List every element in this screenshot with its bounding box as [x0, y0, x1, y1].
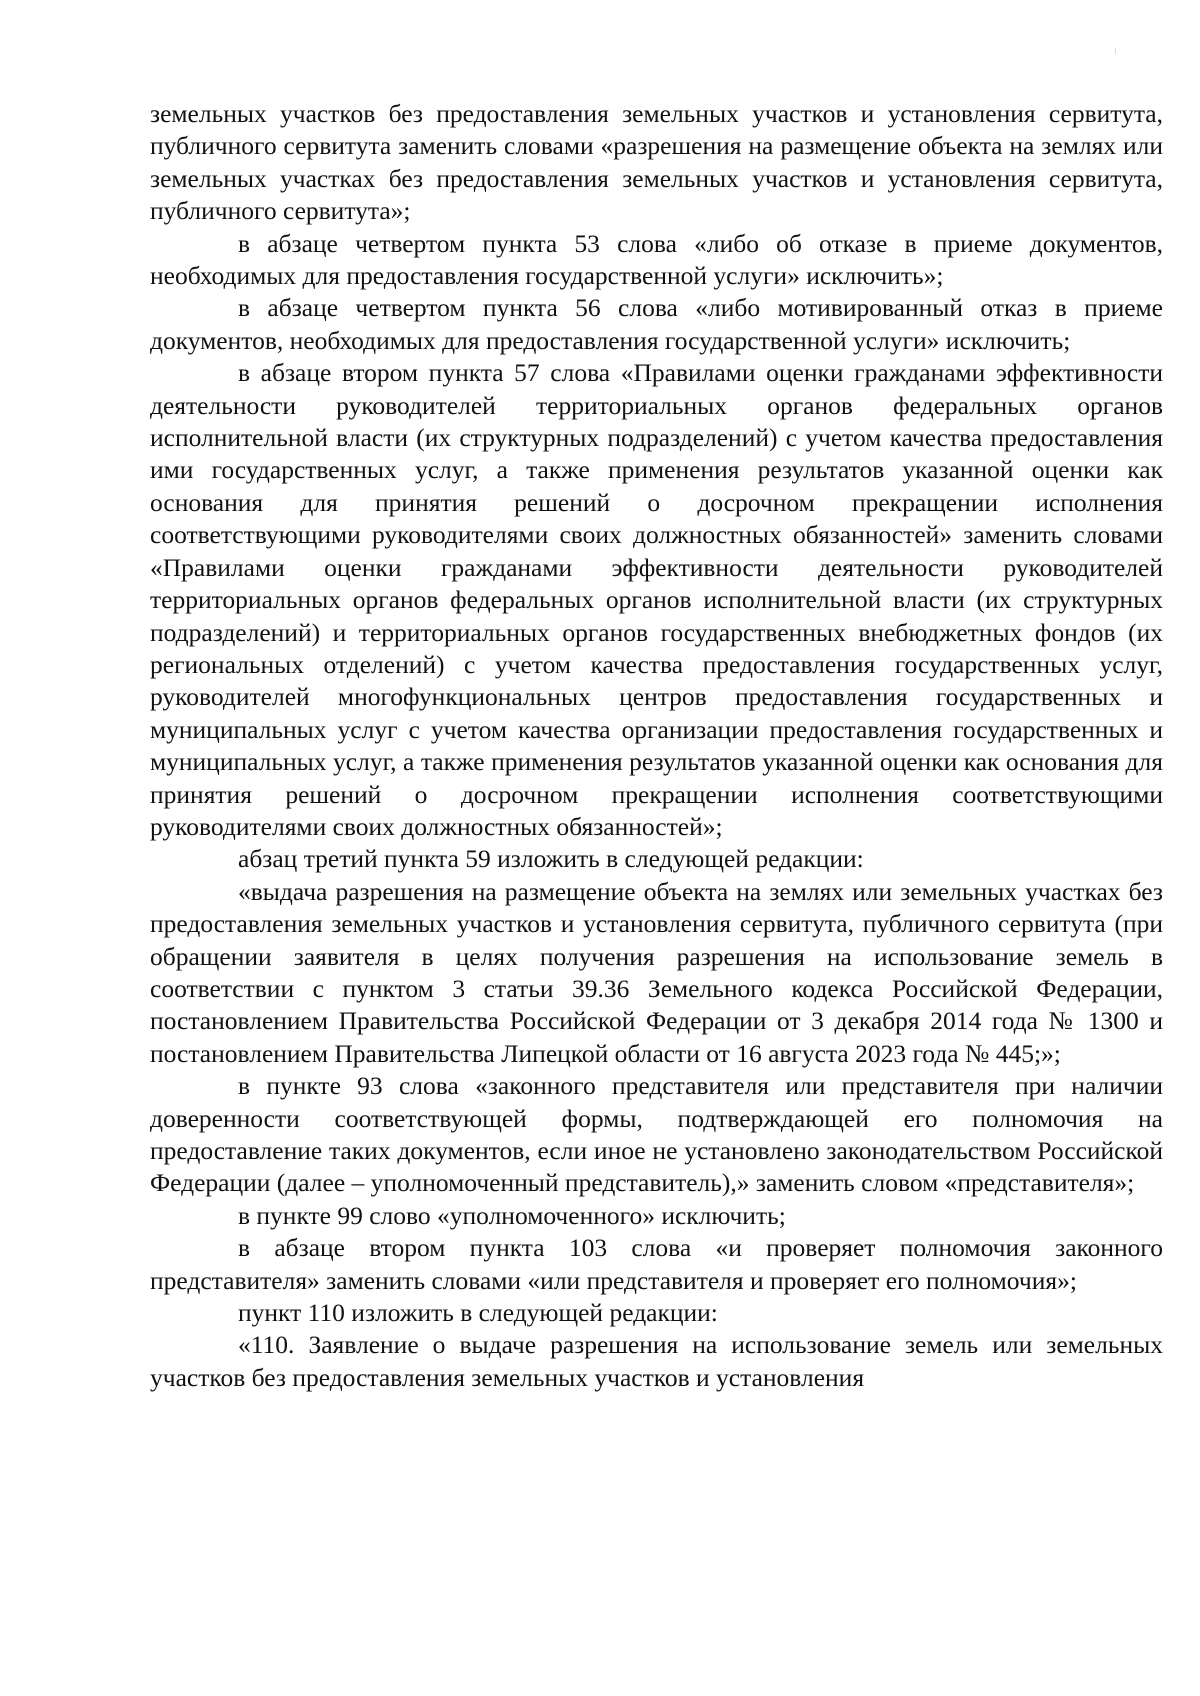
paragraph-9: в абзаце втором пункта 103 слова «и проверяет полномочия законного представителя» заменить словами «или представителя и проверяет его полномочия»;	[150, 1233, 1163, 1295]
paragraph-3: в абзаце четвертом пункта 56 слова «либо мотивированный отказ в приеме документов, необходимых для предоставления государственной услуги» исключить;	[150, 293, 1163, 355]
paragraph-4: в абзаце втором пункта 57 слова «Правилами оценки гражданами эффективности деятельности руководителей территориальных органов федеральных органов исполнительной власти (их структурных подразделений) с учетом качества предоставления ими государственных услуг, а также применения результатов указанной оценки как основания для принятия решений о досрочном прекращении исполнения соответствующими руководителями своих должностных обязанностей» заменить словами «Правилами оценки гражданами эффективности деятельности руководителей территориальных органов федеральных органов исполнительной власти (их структурных подразделений) и территориальных органов государственных внебюджетных фондов (их региональных отделений) с учетом качества предоставления государственных услуг, руководителей многофункциональных центров предоставления государственных и муниципальных услуг с учетом качества организации предоставления государственных и муниципальных услуг, а также применения результатов указанной оценки как основания для принятия решений о досрочном прекращении исполнения соответствующими руководителями своих должностных обязанностей»;	[150, 358, 1163, 841]
paragraph-8: в пункте 99 слово «уполномоченного» исключить;	[238, 1200, 786, 1230]
paragraph-5: абзац третий пункта 59 изложить в следующей редакции:	[238, 844, 864, 874]
paragraph-1: земельных участков без предоставления земельных участков и установления сервитута, публичного сервитута заменить словами «разрешения на размещение объекта на землях или земельных участках без предоставления земельных участков и установления сервитута, публичного сервитута»;	[150, 99, 1163, 226]
paragraph-7: в пункте 93 слова «законного представителя или представителя при наличии доверенности соответствующей формы, подтверждающей его полномочия на предоставление таких документов, если иное не установлено законодательством Российской Федерации (далее – уполномоченный представитель),» заменить словом «представителя»;	[150, 1071, 1163, 1198]
paragraph-2: в абзаце четвертом пункта 53 слова «либо об отказе в приеме документов, необходимых для предоставления государственной услуги» исключить»;	[150, 228, 1163, 291]
paragraph-11: «110. Заявление о выдаче разрешения на использование земель или земельных участков без предоставления земельных участков и установления	[150, 1330, 1163, 1392]
scan-speck	[1115, 48, 1116, 54]
paragraph-6: «выдача разрешения на размещение объекта на землях или земельных участках без предоставления земельных участков и установления сервитута, публичного сервитута (при обращении заявителя в целях получения разрешения на использование земель в соответствии с пунктом 3 статьи 39.36 Земельного кодекса Российской Федерации, постановлением Правительства Российской Федерации от 3 декабря 2014 года № 1300 и постановлением Правительства Липецкой области от 16 августа 2023 года № 445;»;	[150, 876, 1163, 1068]
paragraph-10: пункт 110 изложить в следующей редакции:	[238, 1298, 718, 1328]
document-body	[150, 98, 1163, 1394]
